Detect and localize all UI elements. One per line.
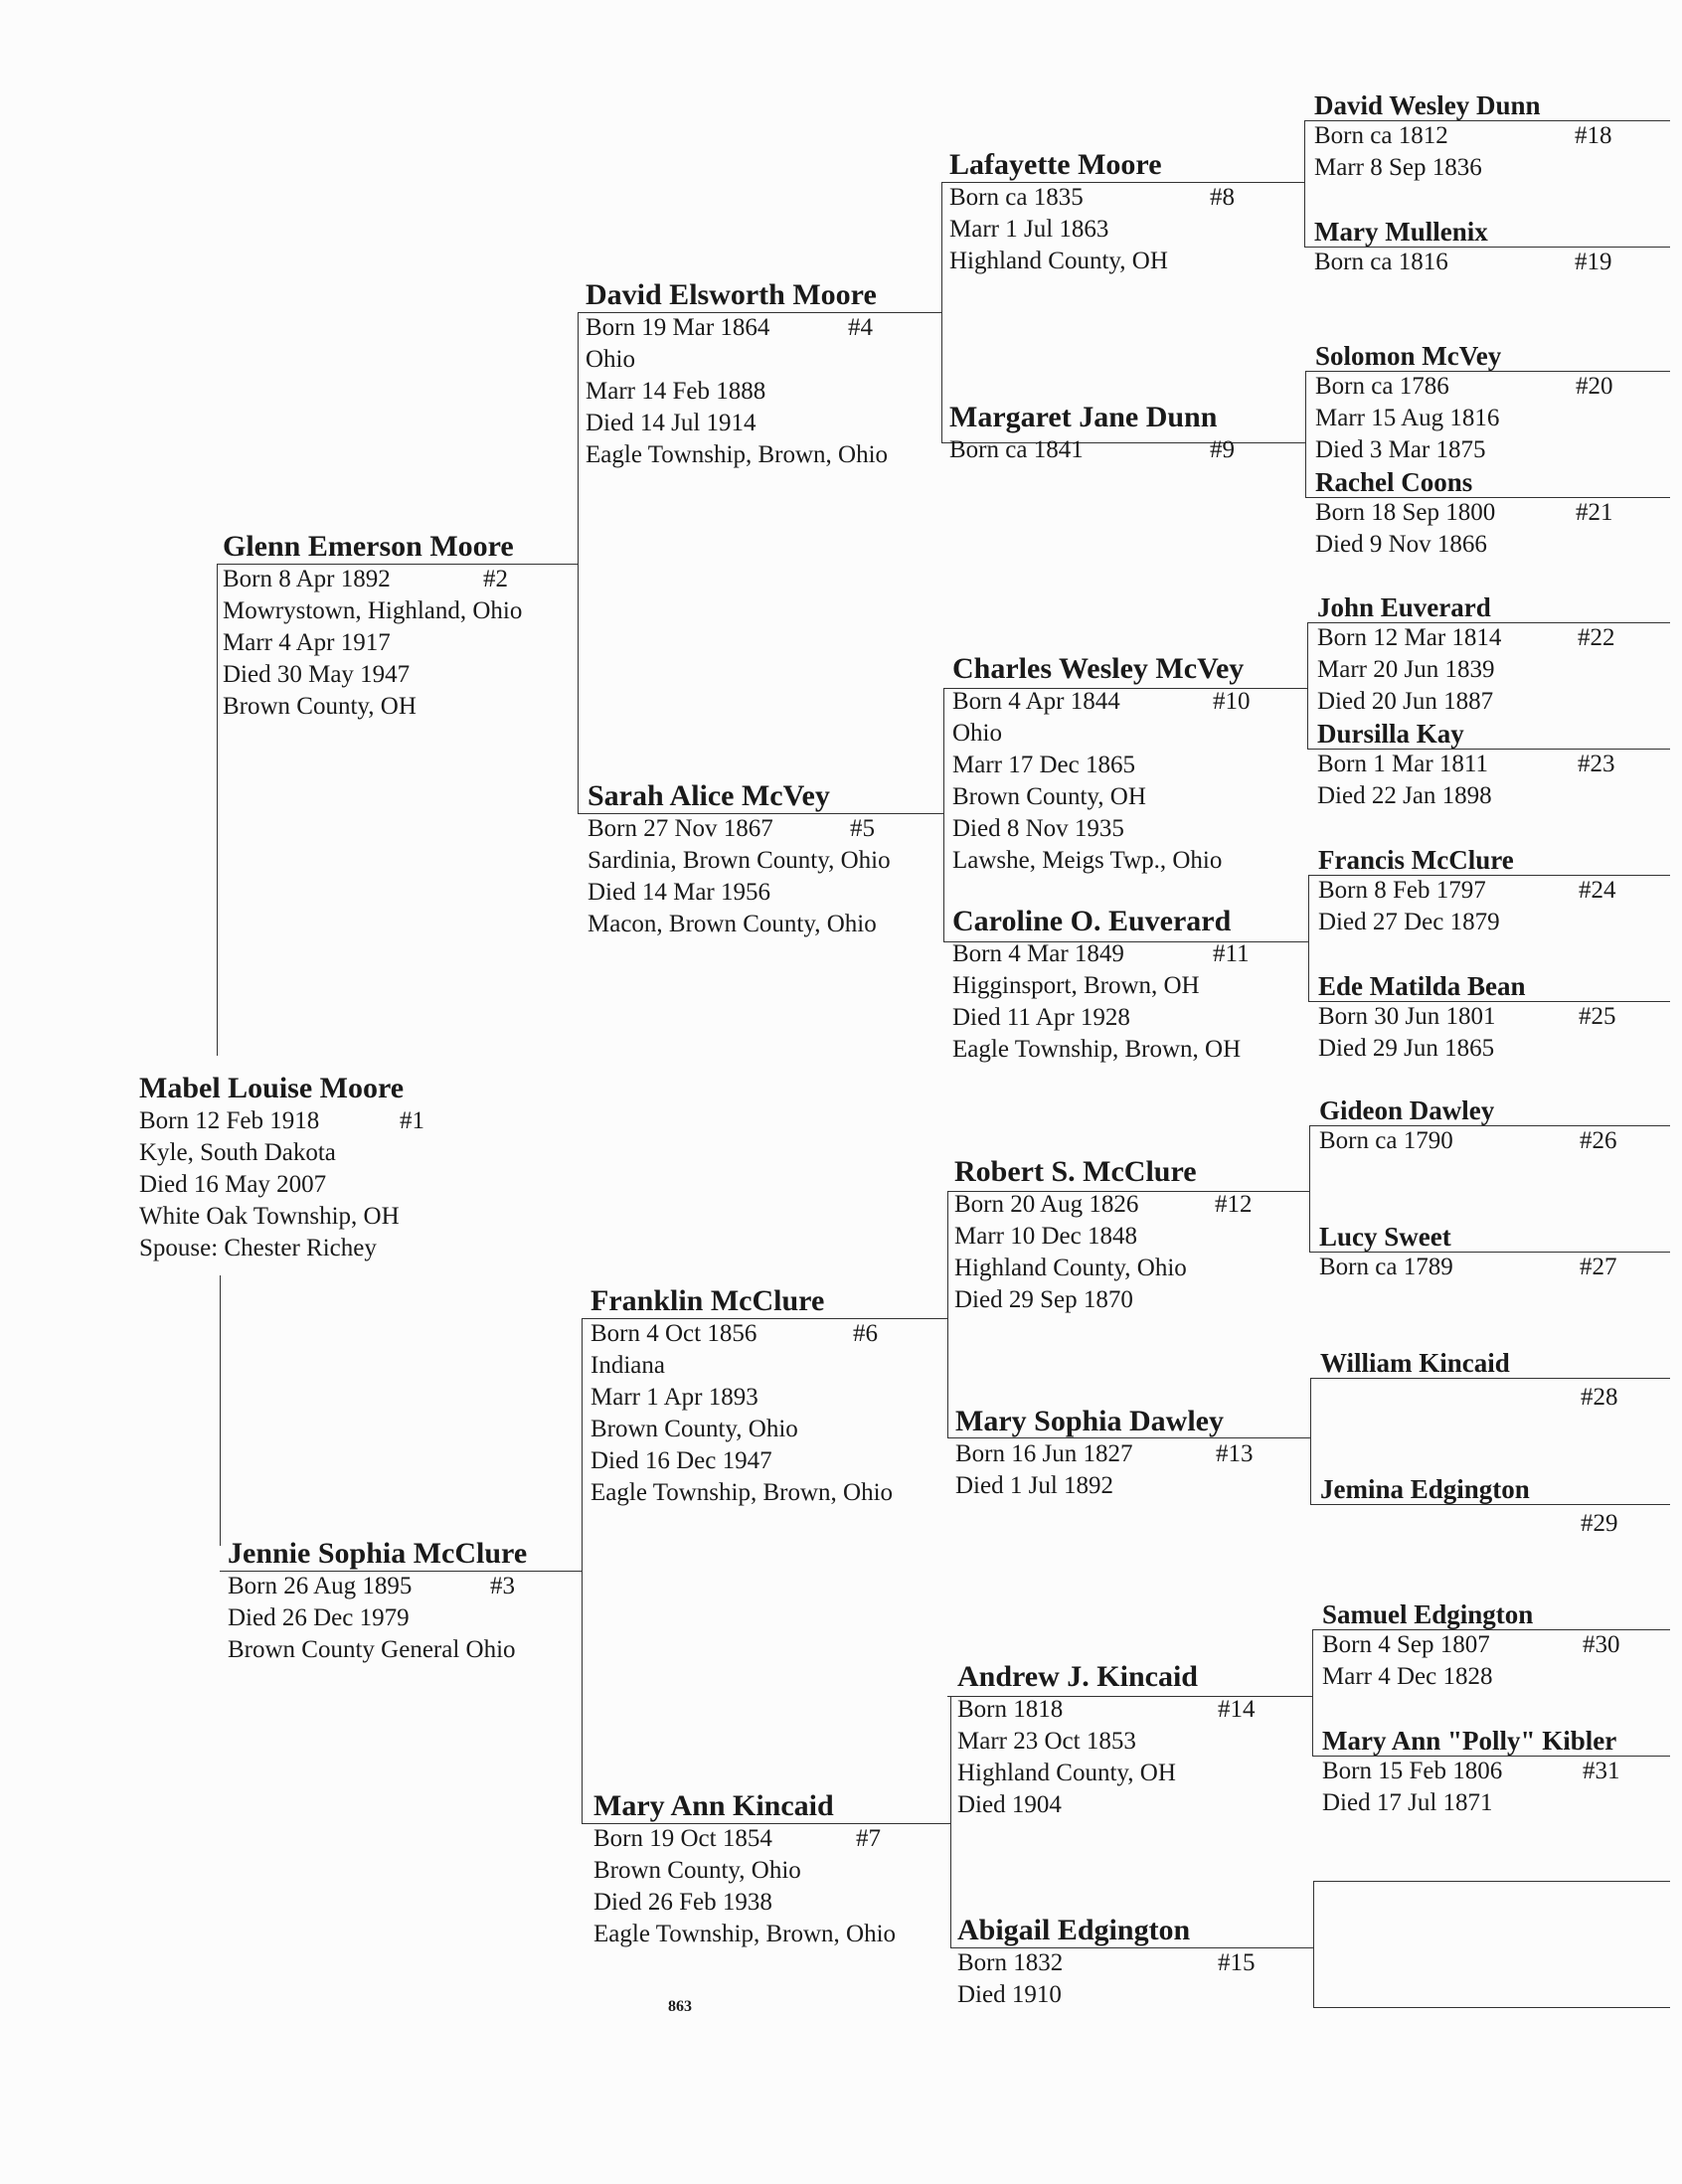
person-14 [957,1660,1295,1821]
person-name: Glenn Emerson Moore [223,530,514,563]
person-number: #10 [1213,688,1251,715]
person-name: David Elsworth Moore [586,278,877,311]
person-name: Dursilla Kay [1317,719,1464,749]
person-detail: Brown County, OH [223,693,417,720]
person-detail: Marr 1 Jul 1863 [949,216,1109,243]
person-detail: Marr 23 Oct 1853 [957,1728,1136,1755]
person-24 [1318,845,1636,938]
person-10 [952,652,1300,877]
person-19 [1314,217,1632,278]
connector-line [1312,1629,1313,1756]
person-number: #19 [1575,249,1612,275]
person-detail: Born ca 1835 [949,184,1084,211]
person-4 [586,278,939,471]
connector-line [1313,1881,1314,2007]
person-detail: Eagle Township, Brown, Ohio [593,1921,897,1947]
person-23 [1317,719,1635,812]
person-detail: Born 30 Jun 1801 [1318,1003,1496,1030]
person-detail: Higginsport, Brown, OH [952,972,1200,999]
connector-line [947,1191,948,1437]
person-name: Francis McClure [1318,845,1514,875]
person-detail: Born ca 1789 [1319,1254,1453,1280]
person-3 [228,1537,576,1666]
name-underline [1313,2007,1670,2008]
person-detail: Marr 8 Sep 1836 [1314,154,1482,181]
person-name: Mary Sophia Dawley [955,1405,1224,1437]
person-detail: Mowrystown, Highland, Ohio [223,597,523,624]
person-number: #20 [1576,373,1613,400]
person-detail: Died 9 Nov 1866 [1315,531,1487,558]
person-name: Gideon Dawley [1319,1095,1495,1125]
person-detail: Marr 14 Feb 1888 [586,378,766,405]
person-name: John Euverard [1317,592,1491,622]
person-name: David Wesley Dunn [1314,90,1541,120]
person-detail: Born 12 Feb 1918 [139,1107,320,1134]
person-name: Ede Matilda Bean [1318,971,1526,1001]
person-detail: Died 14 Mar 1956 [588,879,770,906]
connector-line [1304,120,1305,247]
connector-line [582,1318,583,1823]
person-number: #21 [1576,499,1613,526]
person-number: #15 [1218,1949,1256,1976]
person-detail: Kyle, South Dakota [139,1139,336,1166]
person-detail: Born 27 Nov 1867 [588,815,773,842]
person-detail: Died 1904 [957,1791,1062,1818]
person-detail: Born 1818 [957,1696,1064,1723]
name-underline [1310,1504,1670,1505]
person-name: Margaret Jane Dunn [949,401,1218,433]
person-22 [1317,592,1635,718]
person-detail: Born ca 1816 [1314,249,1448,275]
person-detail: Marr 17 Dec 1865 [952,752,1135,778]
page-number: 863 [668,1998,692,2015]
person-25 [1318,971,1636,1065]
person-detail: Died 17 Jul 1871 [1322,1789,1493,1816]
person-detail: Born ca 1790 [1319,1127,1453,1154]
person-number: #1 [400,1107,424,1134]
person-detail: Born 4 Apr 1844 [952,688,1120,715]
person-name: Samuel Edgington [1322,1599,1534,1629]
person-number: #9 [1210,436,1235,463]
person-number: #24 [1579,877,1616,904]
connector-line [950,1696,951,1947]
person-20 [1315,341,1633,466]
person-number: #5 [850,815,875,842]
person-detail: Died 29 Sep 1870 [954,1286,1133,1313]
person-detail: Died 26 Feb 1938 [593,1889,772,1916]
person-detail: Eagle Township, Brown, Ohio [586,441,889,468]
person-detail: Marr 4 Apr 1917 [223,629,391,656]
person-detail: Ohio [586,346,635,373]
person-detail: Eagle Township, Brown, OH [952,1036,1242,1063]
person-detail: Born 15 Feb 1806 [1322,1758,1503,1784]
person-number: #8 [1210,184,1235,211]
person-detail: Died 14 Jul 1914 [586,410,757,436]
connector-line [1307,622,1308,749]
person-detail: Died 27 Dec 1879 [1318,909,1500,935]
person-number: #31 [1583,1758,1620,1784]
person-detail: Born ca 1841 [949,436,1084,463]
person-detail: Born 26 Aug 1895 [228,1573,413,1599]
person-name: Caroline O. Euverard [952,905,1232,937]
person-detail: Ohio [952,720,1002,747]
person-26 [1319,1095,1637,1157]
person-detail: Born ca 1786 [1315,373,1449,400]
person-detail: Born 16 Jun 1827 [955,1440,1133,1467]
person-detail: Marr 15 Aug 1816 [1315,405,1500,431]
person-detail: Lawshe, Meigs Twp., Ohio [952,847,1223,874]
connector-line [1309,1125,1310,1252]
person-29 [1320,1474,1638,1537]
person-detail: Died 29 Jun 1865 [1318,1035,1495,1062]
person-name: Mabel Louise Moore [139,1072,405,1104]
person-18 [1314,90,1632,184]
connector-line [578,312,579,813]
person-detail: Died 1910 [957,1981,1062,2008]
person-number: #14 [1218,1696,1256,1723]
person-detail: Spouse: Chester Richey [139,1235,377,1261]
person-number: #23 [1578,751,1615,777]
person-number: #12 [1215,1191,1253,1218]
person-detail: Brown County General Ohio [228,1636,516,1663]
person-name: Solomon McVey [1315,341,1502,371]
person-detail: Born 19 Mar 1864 [586,314,770,341]
person-detail: Marr 20 Jun 1839 [1317,656,1495,683]
person-detail: Born 4 Mar 1849 [952,940,1124,967]
person-detail: Born 12 Mar 1814 [1317,624,1502,651]
person-detail: Brown County, OH [952,783,1146,810]
person-name: Abigail Edgington [957,1914,1191,1946]
person-number: #4 [848,314,873,341]
person-name: Sarah Alice McVey [588,779,830,812]
person-number: #26 [1580,1127,1617,1154]
person-15 [957,1914,1295,2011]
person-name: Jemina Edgington [1320,1474,1530,1504]
person-number: #11 [1213,940,1250,967]
person-number: #30 [1583,1631,1620,1658]
person-detail: Died 20 Jun 1887 [1317,688,1494,715]
person-detail: Died 16 Dec 1947 [590,1447,772,1474]
person-9 [949,401,1248,466]
connector-line [1310,1378,1311,1504]
person-name: William Kincaid [1320,1348,1510,1378]
person-27 [1319,1222,1637,1283]
person-12 [954,1155,1292,1316]
name-underline [1310,1378,1670,1379]
person-13 [955,1405,1293,1502]
person-name: Franklin McClure [590,1284,825,1317]
person-detail: Highland County, Ohio [954,1255,1187,1281]
person-detail: Marr 10 Dec 1848 [954,1223,1137,1250]
person-name: Mary Mullenix [1314,217,1488,247]
person-detail: Indiana [590,1352,665,1379]
connector-line [217,564,218,1056]
person-detail: Born 1 Mar 1811 [1317,751,1488,777]
person-detail: Macon, Brown County, Ohio [588,911,877,937]
person-name: Lucy Sweet [1319,1222,1451,1252]
person-detail: White Oak Township, OH [139,1203,400,1230]
person-30 [1322,1599,1640,1693]
person-detail: Sardinia, Brown County, Ohio [588,847,891,874]
person-number: #3 [490,1573,515,1599]
person-name: Andrew J. Kincaid [957,1660,1198,1693]
person-11 [952,905,1300,1066]
person-number: #29 [1581,1510,1618,1537]
person-detail: Born 19 Oct 1854 [593,1825,772,1852]
person-number: #13 [1216,1440,1254,1467]
person-name: Robert S. McClure [954,1155,1197,1188]
connector-line [220,1275,221,1546]
connector-line [1308,875,1309,1001]
person-detail: Died 26 Dec 1979 [228,1604,410,1631]
person-8 [949,148,1248,277]
connector-line [943,688,944,941]
person-name: Rachel Coons [1315,467,1473,497]
person-detail: Born ca 1812 [1314,122,1448,149]
person-detail: Died 22 Jan 1898 [1317,782,1492,809]
person-detail: Died 8 Nov 1935 [952,815,1124,842]
person-31 [1322,1726,1660,1819]
person-detail: Born 20 Aug 1826 [954,1191,1139,1218]
person-detail: Died 1 Jul 1892 [955,1472,1114,1499]
person-28 [1320,1348,1638,1411]
person-detail: Died 16 May 2007 [139,1171,327,1198]
person-detail: Brown County, Ohio [593,1857,801,1884]
person-detail: Highland County, OH [957,1760,1176,1786]
person-number: #6 [853,1320,878,1347]
person-number: #2 [483,566,508,592]
person-6 [590,1284,944,1509]
person-5 [588,779,941,940]
person-detail: Eagle Township, Brown, Ohio [590,1479,894,1506]
person-7 [593,1789,947,1950]
person-number: #18 [1575,122,1612,149]
person-2 [223,530,571,723]
person-detail: Born 8 Feb 1797 [1318,877,1486,904]
person-number: #28 [1581,1384,1618,1411]
connector-line [1305,371,1306,497]
person-name: Mary Ann "Polly" Kibler [1322,1726,1617,1756]
person-number: #22 [1578,624,1615,651]
person-name: Jennie Sophia McClure [228,1537,528,1570]
person-detail: Marr 4 Dec 1828 [1322,1663,1493,1690]
person-detail: Marr 1 Apr 1893 [590,1384,758,1411]
person-name: Charles Wesley McVey [952,652,1245,685]
person-detail: Died 11 Apr 1928 [952,1004,1130,1031]
connector-line [941,182,942,442]
person-detail: Born 8 Apr 1892 [223,566,391,592]
person-number: #27 [1580,1254,1617,1280]
person-number: #7 [856,1825,881,1852]
person-number: #25 [1579,1003,1616,1030]
person-detail: Born 4 Oct 1856 [590,1320,757,1347]
name-underline [1313,1881,1670,1882]
person-name: Mary Ann Kincaid [593,1789,834,1822]
person-21 [1315,467,1633,561]
person-detail: Highland County, OH [949,248,1168,274]
person-name: Lafayette Moore [949,148,1162,181]
person-detail: Died 30 May 1947 [223,661,411,688]
person-1 [139,1072,437,1264]
person-detail: Born 18 Sep 1800 [1315,499,1496,526]
person-detail: Died 3 Mar 1875 [1315,436,1486,463]
person-detail: Born 1832 [957,1949,1064,1976]
person-detail: Brown County, Ohio [590,1416,798,1442]
person-detail: Born 4 Sep 1807 [1322,1631,1490,1658]
